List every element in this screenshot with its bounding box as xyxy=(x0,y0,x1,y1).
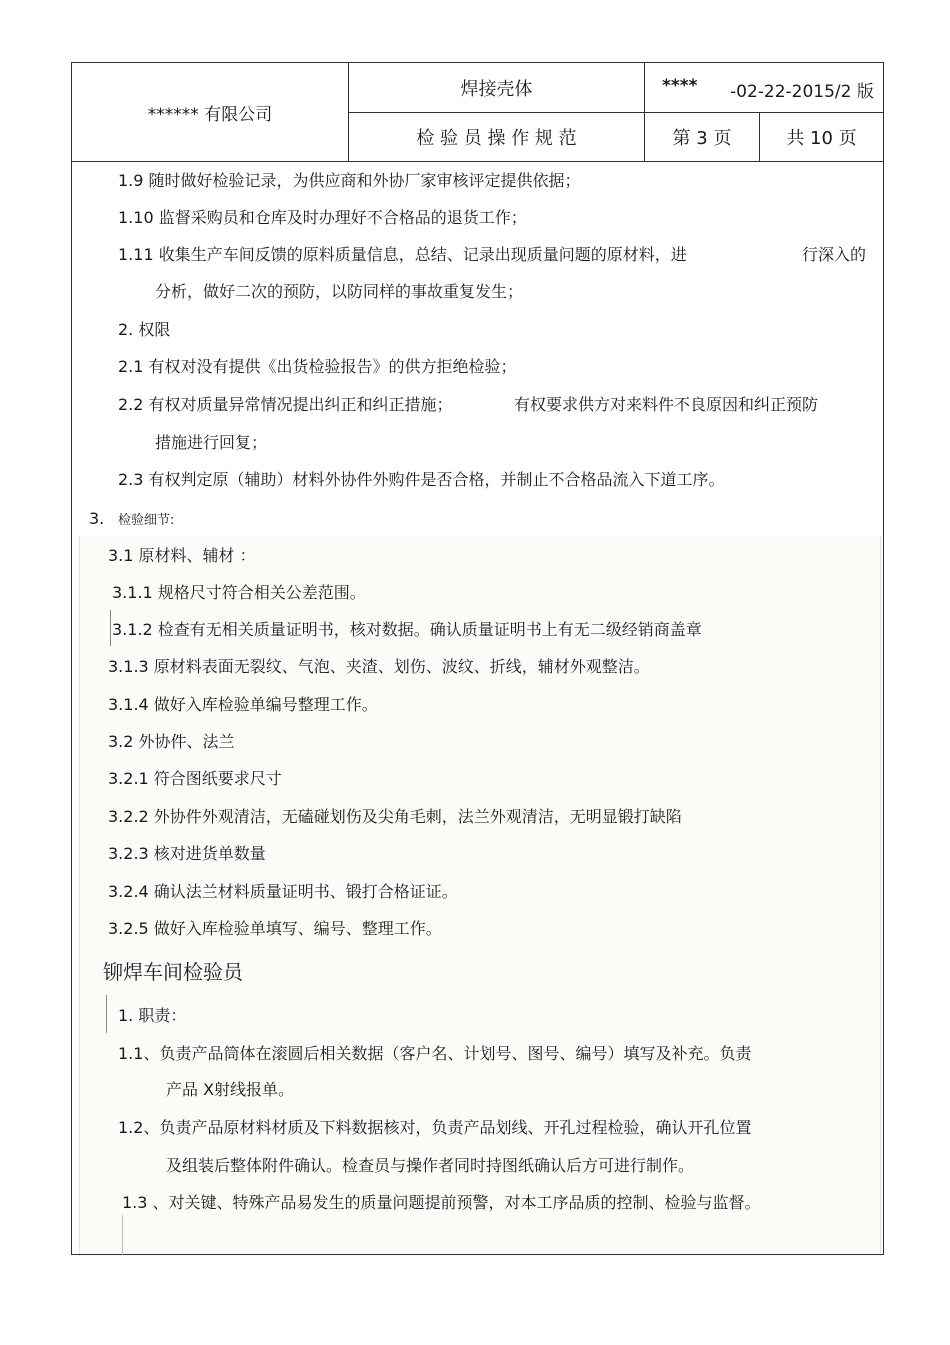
doc-subject: 焊接壳体 xyxy=(460,78,533,100)
section-3-title: 检验细节: xyxy=(118,513,175,528)
item-3-1-3: 3.1.3 原材料表面无裂纹、气泡、夹渣、划伤、波纹、折线，辅材外观整洁。 xyxy=(108,657,650,676)
item-3-1-2: 3.1.2 检查有无相关质量证明书，核对数据。确认质量证明书上有无二级经销商盖章 xyxy=(112,620,702,639)
duty-1-1: 1.1、负责产品筒体在滚圆后相关数据（客户名、计划号、图号、编号）填写及补充。负责 xyxy=(118,1044,752,1063)
item-3-1-1: 3.1.1 规格尺寸符合相关公差范围。 xyxy=(112,583,366,602)
company-name: ****** 有限公司 xyxy=(147,104,273,125)
item-3-2-2: 3.2.2 外协件外观清洁，无磕碰划伤及尖角毛刺，法兰外观清洁，无明显锻打缺陷 xyxy=(108,807,682,826)
duty-1-2: 1.2、负责产品原材料材质及下料数据核对，负责产品划线、开孔过程检验，确认开孔位置 xyxy=(118,1118,752,1137)
item-3-2-1: 3.2.1 符合图纸要求尺寸 xyxy=(108,769,282,788)
item-2-2-cont: 有权要求供方对来料件不良原因和纠正预防 xyxy=(514,395,819,414)
header-divider xyxy=(71,161,884,162)
margin-mark xyxy=(106,995,107,1033)
item-3-2: 3.2 外协件、法兰 xyxy=(108,732,235,751)
item-1-11: 1.11 收集生产车间反馈的原料质量信息，总结、记录出现质量问题的原材料，进 xyxy=(118,245,687,264)
item-3-2-4: 3.2.4 确认法兰材料质量证明书、锻打合格证证。 xyxy=(108,882,458,901)
item-3-2-5: 3.2.5 做好入库检验单填写、编号、整理工作。 xyxy=(108,919,442,938)
page-current: 第 3 页 xyxy=(672,128,732,149)
item-1-9: 1.9 随时做好检验记录，为供应商和外协厂家审核评定提供依据； xyxy=(118,171,581,190)
item-3-1: 3.1 原材料、辅材 ： xyxy=(108,546,256,565)
margin-mark xyxy=(110,610,111,646)
doc-title: 检 验 员 操 作 规 范 xyxy=(416,128,577,149)
section-authority: 2. 权限 xyxy=(118,320,171,339)
item-2-2: 2.2 有权对质量异常情况提出纠正和纠正措施； xyxy=(118,395,453,414)
item-2-2-line2: 措施进行回复； xyxy=(155,433,268,452)
page-total: 共 10 页 xyxy=(786,128,857,149)
duty-1-2-line2: 及组装后整体附件确认。检查员与操作者同时持图纸确认后方可进行制作。 xyxy=(166,1156,695,1175)
duty-1-1-line2: 产品 X射线报单。 xyxy=(166,1080,295,1099)
section-3-number: 3. xyxy=(89,509,105,528)
item-2-3: 2.3 有权判定原（辅助）材料外协件外购件是否合格，并制止不合格品流入下道工序。 xyxy=(118,470,725,489)
section-heading: 铆焊车间检验员 xyxy=(103,960,243,984)
item-1-10: 1.10 监督采购员和仓库及时办理好不合格品的退货工作； xyxy=(118,208,527,227)
item-2-1: 2.1 有权对没有提供《出货检验报告》的供方拒绝检验； xyxy=(118,357,517,376)
item-1-11-line2: 分析，做好二次的预防，以防同样的事故重复发生； xyxy=(155,282,524,301)
doc-version: -02-22-2015/2 版 xyxy=(730,82,874,102)
item-3-1-4: 3.1.4 做好入库检验单编号整理工作。 xyxy=(108,695,378,714)
duties-heading: 1. 职责： xyxy=(118,1006,187,1025)
duty-1-3: 1.3 、对关键、特殊产品易发生的质量问题提前预警，对本工序品质的控制、检验与监督。 xyxy=(122,1193,761,1212)
margin-mark xyxy=(122,1215,123,1255)
item-1-11-cont: 行深入的 xyxy=(802,245,867,264)
item-3-2-3: 3.2.3 核对进货单数量 xyxy=(108,844,266,863)
doc-code-stars: **** xyxy=(662,76,698,96)
